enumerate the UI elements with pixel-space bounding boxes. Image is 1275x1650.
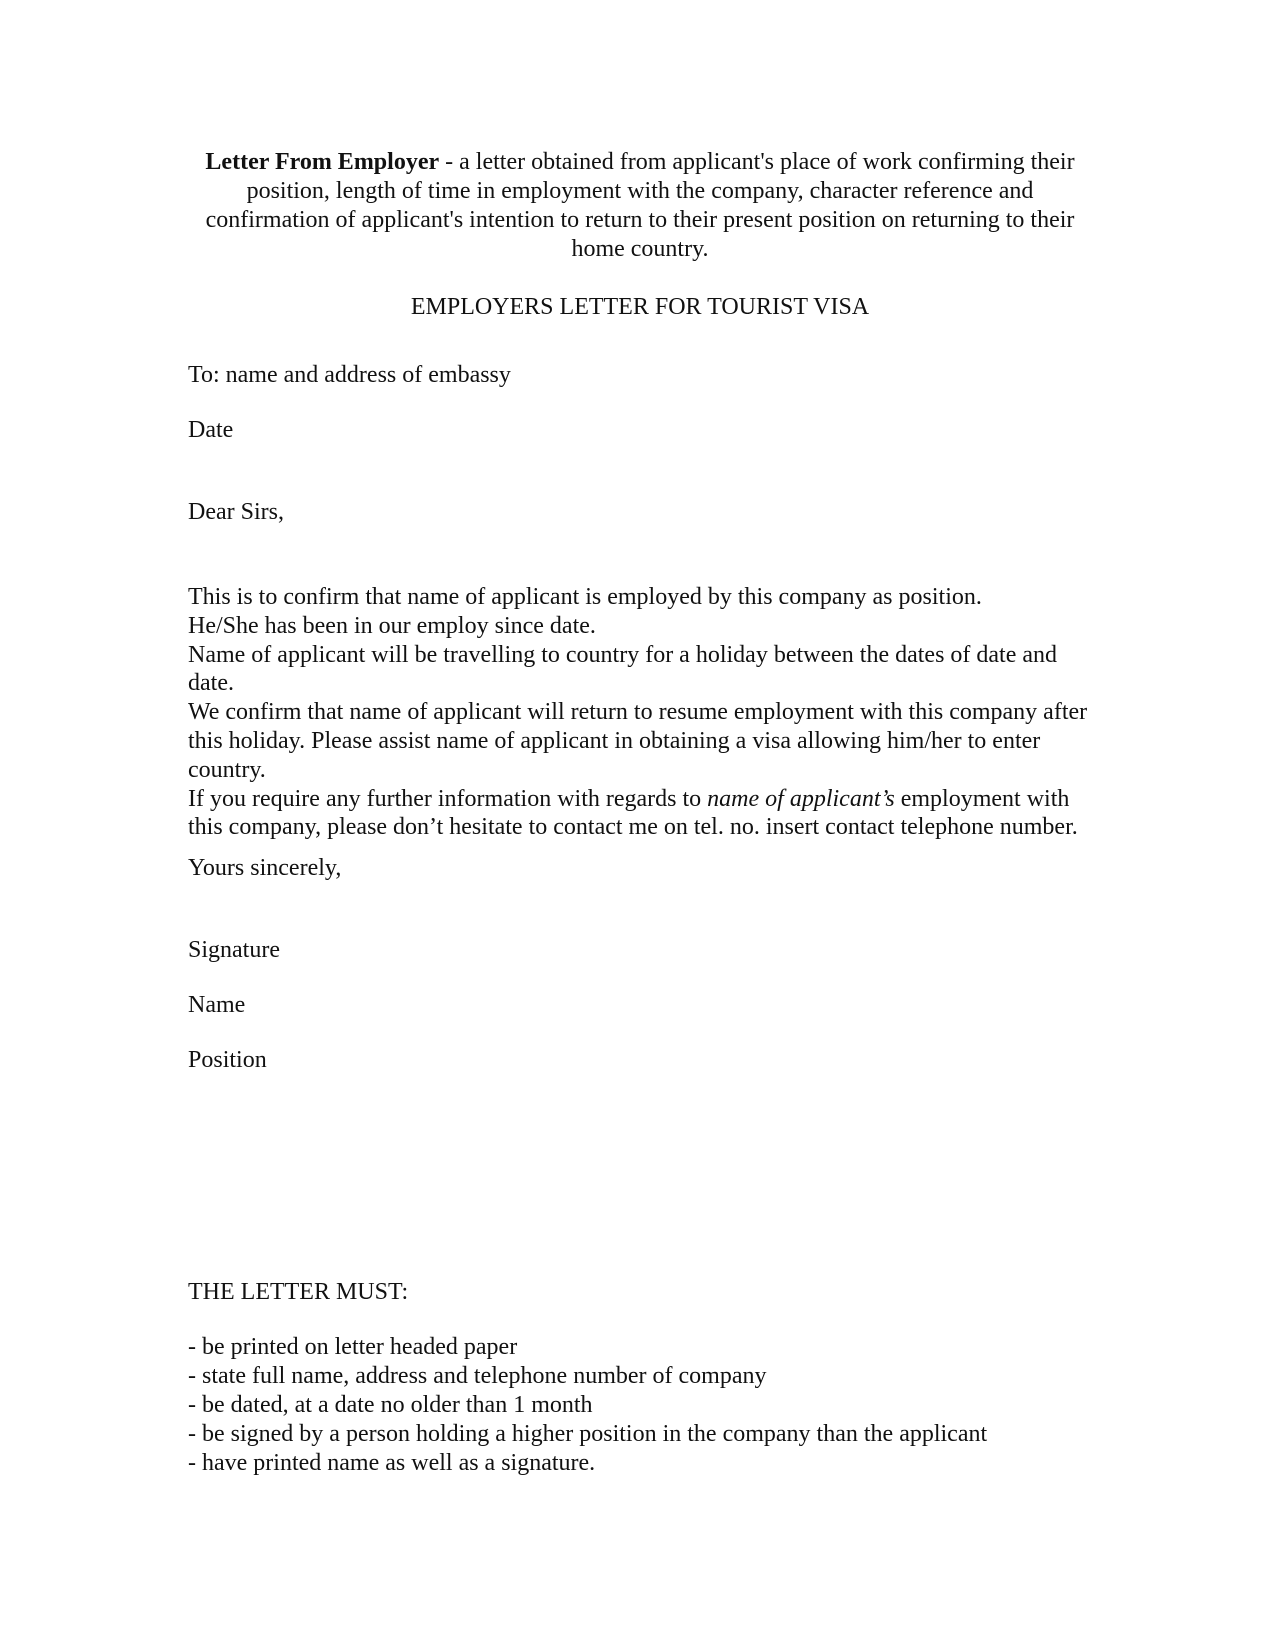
signature-label: Signature	[188, 937, 280, 963]
salutation: Dear Sirs,	[188, 499, 284, 525]
requirement-item: - state full name, address and telephone number of company	[188, 1363, 767, 1389]
body-paragraph-1: This is to confirm that name of applicant is employed by this company as position.	[188, 584, 982, 610]
requirements-heading: THE LETTER MUST:	[188, 1279, 409, 1305]
body-paragraph-3: Name of applicant will be travelling to country for a holiday between the dates of date and date.	[188, 641, 1058, 697]
body-paragraph-2: He/She has been in our employ since date.	[188, 612, 596, 639]
letter-body	[188, 583, 1088, 842]
position-label: Position	[188, 1047, 267, 1073]
intro-bold-lead: Letter From Employer	[205, 149, 440, 175]
requirements-list	[188, 1333, 1088, 1478]
requirement-item: - be dated, at a date no older than 1 month	[188, 1392, 593, 1418]
body-paragraph-4: We confirm that name of applicant will return to resume employment with this company after this holiday. Please assist name of applicant in obtaining a visa allowing him/her to enter country.	[188, 699, 1088, 783]
recipient-line: To: name and address of embassy	[188, 362, 511, 388]
requirement-item: - have printed name as well as a signature.	[188, 1450, 596, 1476]
closing-line: Yours sincerely,	[188, 855, 342, 881]
document-title: EMPLOYERS LETTER FOR TOURIST VISA	[410, 294, 870, 320]
requirement-item: - be signed by a person holding a higher position in the company than the applicant	[188, 1421, 988, 1447]
intro-text: - a letter obtained from applicant's place of work confirming their position, length of time in employment with the company, character reference and confirmation of applicant's intention to return to their present position on returning to their home country.	[205, 149, 1075, 262]
body-paragraph-5	[188, 785, 1088, 843]
intro-paragraph	[190, 148, 1090, 264]
date-line: Date	[188, 417, 234, 443]
body-p5-start: If you require any further information with regards to	[188, 785, 708, 812]
body-p5-italic: name of applicant’s	[707, 785, 895, 812]
requirement-item: - be printed on letter headed paper	[188, 1334, 518, 1360]
body-p5-end: employment with this company, please don’t hesitate to contact me on tel. no. insert contact telephone number.	[188, 785, 1078, 841]
name-label: Name	[188, 992, 246, 1018]
